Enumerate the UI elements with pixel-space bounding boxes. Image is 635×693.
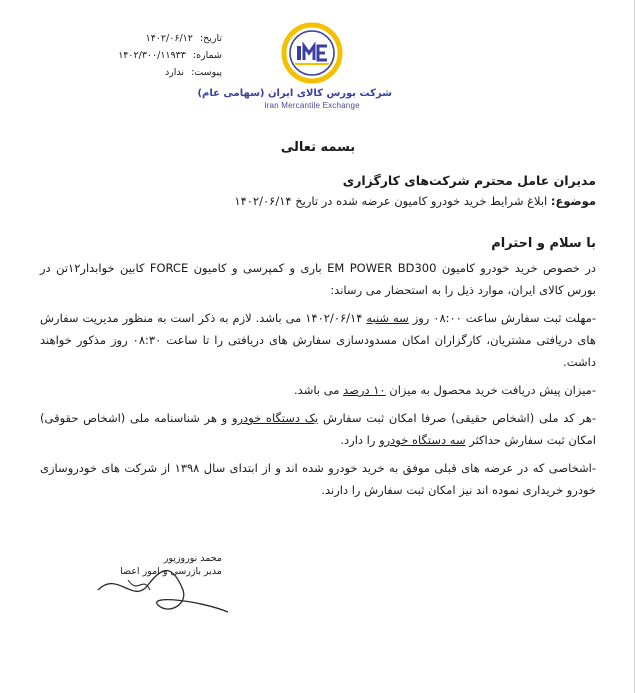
- deadline-text-b: ۱۴۰۲/۰۶/۱۴ می باشد. لازم به ذکر است به منظور مدیریت سفارش های دریافتی مشتریان، کارگزاران امکان مسدودسازی سفارش های دریافتی را تا ساعت ۰۸:۳۰ روز مذکور خواهند داشت.: [40, 311, 596, 369]
- prepayment-percent: ۱۰ درصد: [343, 383, 386, 397]
- order-limit-text-a: -هر کد ملی (اشخاص حقیقی) صرفا امکان ثبت سفارش: [318, 411, 597, 425]
- prepayment-text-a: -میزان پیش دریافت خرید محصول به میزان: [385, 383, 596, 397]
- deadline-paragraph: [40, 307, 596, 373]
- addressee: مدیران عامل محترم شرکت‌های کارگزاری: [342, 173, 596, 188]
- attachment-value: ندارد: [164, 67, 185, 78]
- order-limit-text-c: را دارد.: [340, 433, 380, 447]
- date-value: ۱۴۰۲/۰۶/۱۲: [145, 33, 193, 44]
- basmala-heading: بسمه تعالی: [280, 140, 356, 155]
- order-limit-text-b: و هر شناسنامه ملی (اشخاص حقوقی) امکان ثبت سفارش حداکثر: [40, 411, 596, 447]
- order-limit-paragraph: [40, 407, 596, 451]
- attachment-label: پیوست:: [191, 67, 222, 78]
- date-row: [72, 30, 222, 47]
- deadline-text-a: -مهلت ثبت سفارش ساعت ۰۸:۰۰ روز: [408, 311, 597, 325]
- handwritten-signature-icon: [88, 560, 238, 620]
- individual-limit: یک دستگاه خودرو: [231, 411, 319, 425]
- subject-line: [40, 194, 596, 208]
- company-name-fa: شرکت بورس کالای ایران (سهامی عام): [197, 88, 392, 99]
- intro-paragraph: در خصوص خرید خودرو کامیون EM POWER BD300 باری و کمپرسی و کامیون FORCE کابین خوابدار۱۲تن در بورس کالای ایران، موارد ذیل را به استحضار می رساند:: [40, 261, 596, 297]
- signer-name: محمد نوروزپور: [163, 553, 222, 564]
- number-row: [72, 47, 222, 64]
- letter-body: [40, 140, 596, 507]
- company-name-en: Iran Mercantile Exchange: [264, 101, 360, 110]
- prepayment-text-b: می باشد.: [294, 383, 344, 397]
- subject-label: موضوع:: [550, 194, 596, 208]
- letter-meta: [72, 30, 222, 81]
- number-label: شماره:: [192, 50, 222, 61]
- subject-text: ابلاغ شرایط خرید خودرو کامیون عرضه شده در تاریخ ۱۴۰۲/۰۶/۱۴: [234, 194, 548, 208]
- ime-emblem-icon: [281, 22, 343, 84]
- legal-entity-limit: سه دستگاه خودرو: [379, 433, 466, 447]
- greeting: با سلام و احترام: [491, 236, 596, 251]
- eligibility-paragraph: -اشخاصی که در عرضه های قبلی موفق به خرید خودرو شده اند و از ابتدای سال ۱۳۹۸ از شرکت های خودروسازی خودرو خریداری نموده اند نیز امکان ثبت سفارش را دارند.: [40, 461, 596, 497]
- prepayment-paragraph: [40, 379, 596, 401]
- date-label: تاریخ:: [199, 33, 222, 44]
- deadline-day: سه شنبه: [366, 311, 409, 325]
- attachment-row: [72, 64, 222, 81]
- number-value: ۱۴۰۲/۳۰۰/۱۱۹۳۳: [118, 50, 186, 61]
- signer-title: مدیر بازرسی و امور اعضا: [120, 566, 222, 577]
